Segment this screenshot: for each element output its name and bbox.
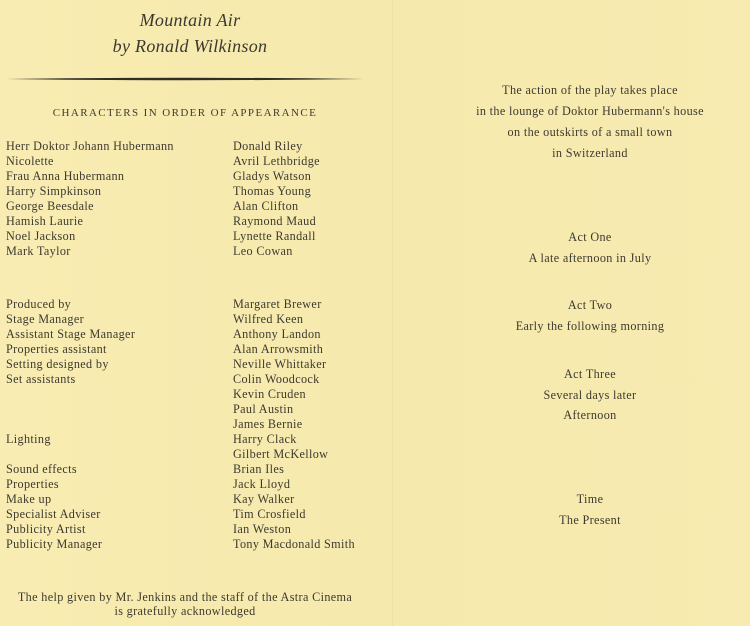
crew-name: Gilbert McKellow	[233, 447, 329, 461]
crew-role: Sound effects	[6, 462, 78, 476]
act-three-time-2: Afternoon	[563, 408, 617, 422]
act-three-time: Several days later	[543, 388, 637, 402]
crew-role	[6, 417, 135, 432]
cast-actor: Donald Riley	[233, 139, 303, 153]
crew-name: Tony Macdonald Smith	[233, 537, 355, 551]
cast-actor: Gladys Watson	[233, 169, 312, 183]
crew-names	[233, 297, 355, 552]
crew-role: Make up	[6, 492, 52, 506]
crew-role: Properties	[6, 477, 59, 491]
crew-role: Publicity Artist	[6, 522, 86, 536]
crew-role	[6, 447, 135, 462]
act-two-title: Act Two	[567, 298, 613, 312]
decorative-rule	[6, 77, 364, 81]
crew-name: Alan Arrowsmith	[233, 342, 324, 356]
cast-actor: Raymond Maud	[233, 214, 317, 228]
cast-actor: Alan Clifton	[233, 199, 299, 213]
cast-role: Herr Doktor Johann Hubermann	[6, 139, 174, 153]
acknowledgement-line-1: The help given by Mr. Jenkins and the staff of the Astra Cinema	[17, 590, 353, 604]
cast-role: Noel Jackson	[6, 229, 76, 243]
cast-actor: Lynette Randall	[233, 229, 316, 243]
cast-role: Nicolette	[6, 154, 54, 168]
acknowledgement-line-2: is gratefully acknowledged	[114, 604, 256, 618]
crew-role: Publicity Manager	[6, 537, 103, 551]
act-one-time: A late afternoon in July	[528, 251, 652, 265]
play-author: by Ronald Wilkinson	[112, 36, 268, 56]
crew-role: Setting designed by	[6, 357, 109, 371]
crew-name: Harry Clack	[233, 432, 297, 446]
setting-line-2: in the lounge of Doktor Hubermann's house	[476, 104, 704, 118]
setting-line-3: on the outskirts of a small town	[507, 125, 673, 139]
crew-name: Tim Crosfield	[233, 507, 306, 521]
act-one-title: Act One	[568, 230, 612, 244]
act-two-time: Early the following morning	[515, 319, 665, 333]
crew-name: Colin Woodcock	[233, 372, 320, 386]
cast-actor: Avril Lethbridge	[233, 154, 320, 168]
crew-name: Kay Walker	[233, 492, 295, 506]
setting-line-1: The action of the play takes place	[502, 83, 678, 97]
crew-name: Jack Lloyd	[233, 477, 291, 491]
crew-role: Set assistants	[6, 372, 76, 386]
crew-role: Specialist Adviser	[6, 507, 101, 521]
crew-name: Brian Iles	[233, 462, 285, 476]
crew-name: James Bernie	[233, 417, 303, 431]
crew-role: Stage Manager	[6, 312, 84, 326]
crew-role	[6, 402, 135, 417]
cast-role: George Beesdale	[6, 199, 94, 213]
crew-name: Anthony Landon	[233, 327, 321, 341]
page-fold	[392, 0, 393, 626]
crew-roles	[6, 297, 135, 552]
crew-name: Margaret Brewer	[233, 297, 322, 311]
crew-name: Ian Weston	[233, 522, 292, 536]
cast-actor: Thomas Young	[233, 184, 312, 198]
cast-role: Harry Simpkinson	[6, 184, 102, 198]
crew-role: Assistant Stage Manager	[6, 327, 136, 341]
crew-role: Properties assistant	[6, 342, 107, 356]
crew-role	[6, 387, 135, 402]
setting-line-4: in Switzerland	[552, 146, 628, 160]
cast-role: Mark Taylor	[6, 244, 71, 258]
crew-name: Paul Austin	[233, 402, 294, 416]
cast-actors	[233, 139, 320, 259]
crew-name: Kevin Cruden	[233, 387, 306, 401]
crew-name: Wilfred Keen	[233, 312, 304, 326]
act-three-title: Act Three	[564, 367, 616, 381]
time-label: Time	[576, 492, 604, 506]
crew-name: Neville Whittaker	[233, 357, 327, 371]
play-title: Mountain Air	[139, 10, 241, 30]
cast-roles	[6, 139, 174, 259]
cast-actor: Leo Cowan	[233, 244, 293, 258]
cast-role: Hamish Laurie	[6, 214, 84, 228]
crew-role: Produced by	[6, 297, 72, 311]
time-value: The Present	[559, 513, 621, 527]
cast-role: Frau Anna Hubermann	[6, 169, 125, 183]
crew-role: Lighting	[6, 432, 51, 446]
characters-heading: CHARACTERS IN ORDER OF APPEARANCE	[52, 107, 318, 119]
